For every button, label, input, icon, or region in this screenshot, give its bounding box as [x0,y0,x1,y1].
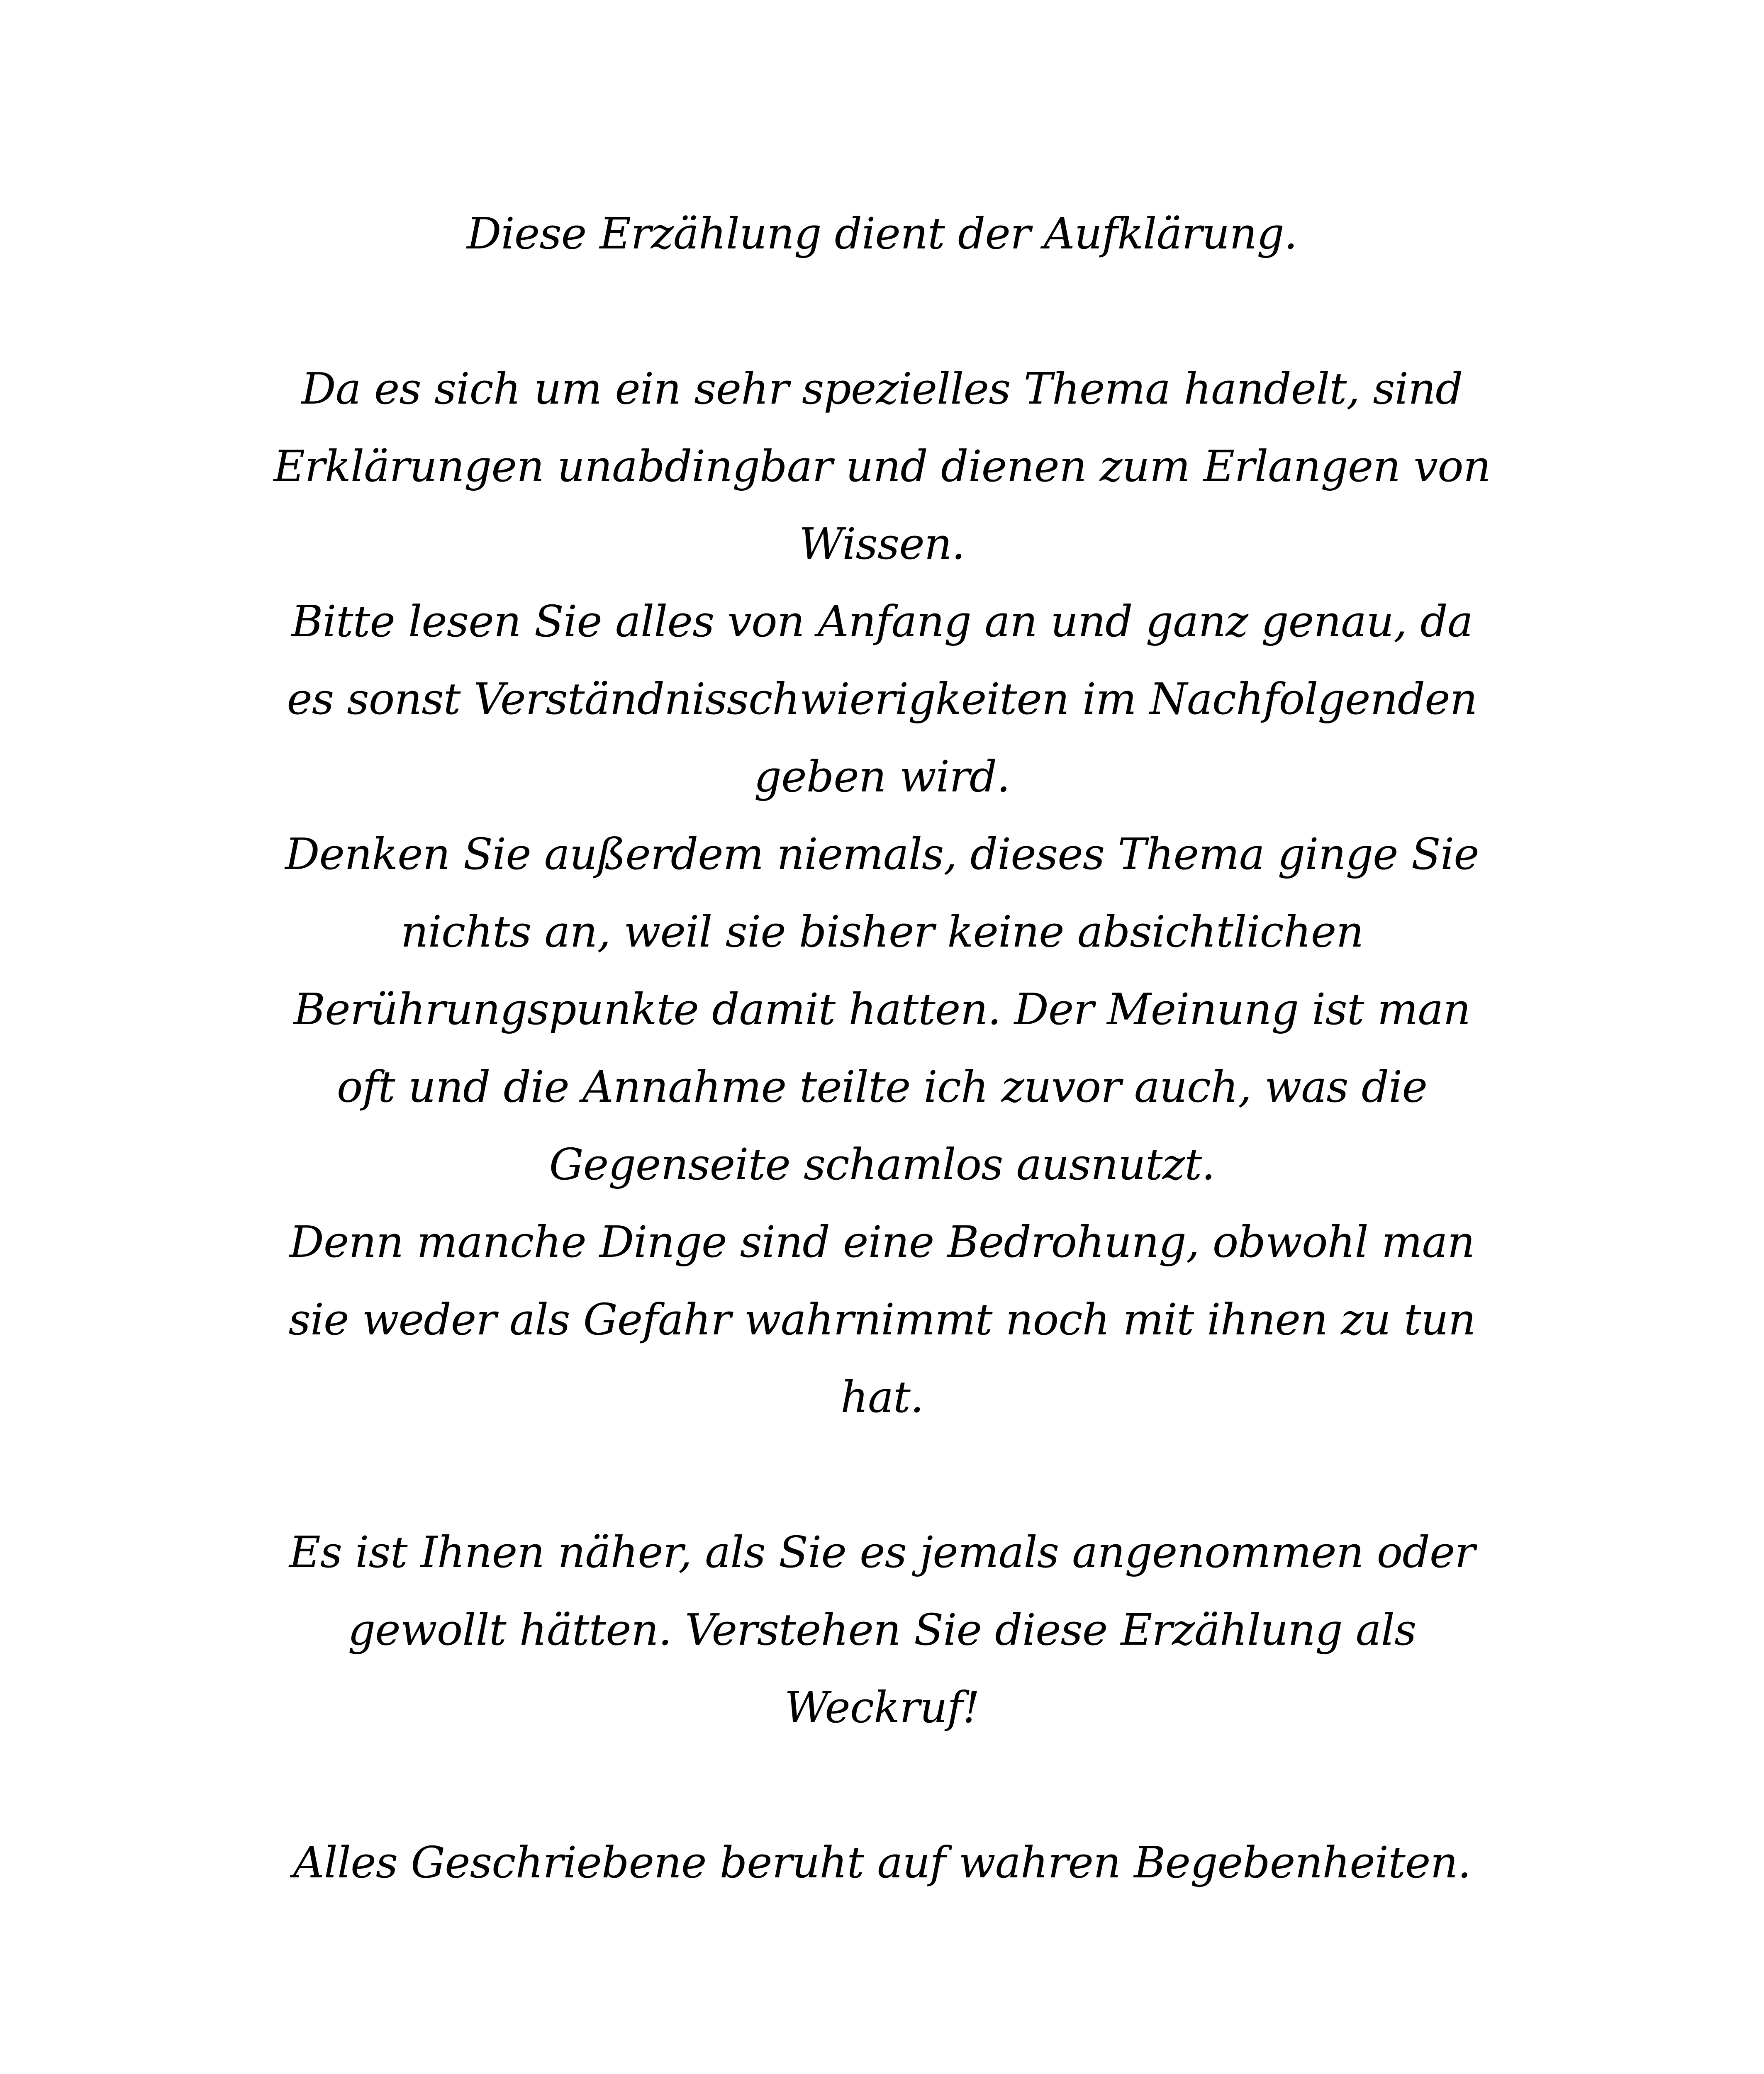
paragraph1-line-3: Wissen. [799,518,965,569]
paragraph1-line-9: Berührungspunkte damit hatten. Der Meinung ist man [293,984,1471,1035]
paragraph1-line-2: Erklärungen unabdingbar und dienen zum Erlangen von [273,441,1491,492]
intro-heading-line: Diese Erzählung dient der Aufklärung. [467,208,1297,259]
paragraph2-line-2: gewollt hätten. Verstehen Sie diese Erzählung als [348,1604,1416,1655]
paragraph1-line-10: oft und die Annahme teilte ich zuvor auch, was die [336,1061,1428,1112]
paragraph1-line-1: Da es sich um ein sehr spezielles Thema handelt, sind [301,363,1463,414]
paragraph1-line-14: hat. [841,1372,923,1422]
paragraph1-line-7: Denken Sie außerdem niemals, dieses Thema ginge Sie [285,829,1479,879]
paragraph1-line-11: Gegenseite schamlos ausnutzt. [549,1139,1215,1190]
paragraph1-line-12: Denn manche Dinge sind eine Bedrohung, obwohl man [289,1217,1475,1267]
paragraph2-line-3: Weckruf! [784,1682,980,1733]
paragraph-gap [174,1746,1590,1824]
paragraph1-line-4: Bitte lesen Sie alles von Anfang an und ganz genau, da [291,596,1473,647]
paragraph1-line-5: es sonst Verständnisschwierigkeiten im Nachfolgenden [287,674,1477,724]
paragraph1-line-13: sie weder als Gefahr wahrnimmt noch mit ihnen zu tun [288,1294,1476,1345]
closing-line: Alles Geschriebene beruht auf wahren Begebenheiten. [293,1837,1471,1888]
document-text [174,195,1590,1901]
paragraph1-line-8: nichts an, weil sie bisher keine absichtlichen [400,906,1364,957]
paragraph2-line-1: Es ist Ihnen näher, als Sie es jemals angenommen oder [289,1527,1475,1577]
paragraph1-line-6: geben wird. [754,751,1010,802]
paragraph-gap [174,1436,1590,1514]
paragraph-gap [174,273,1590,350]
